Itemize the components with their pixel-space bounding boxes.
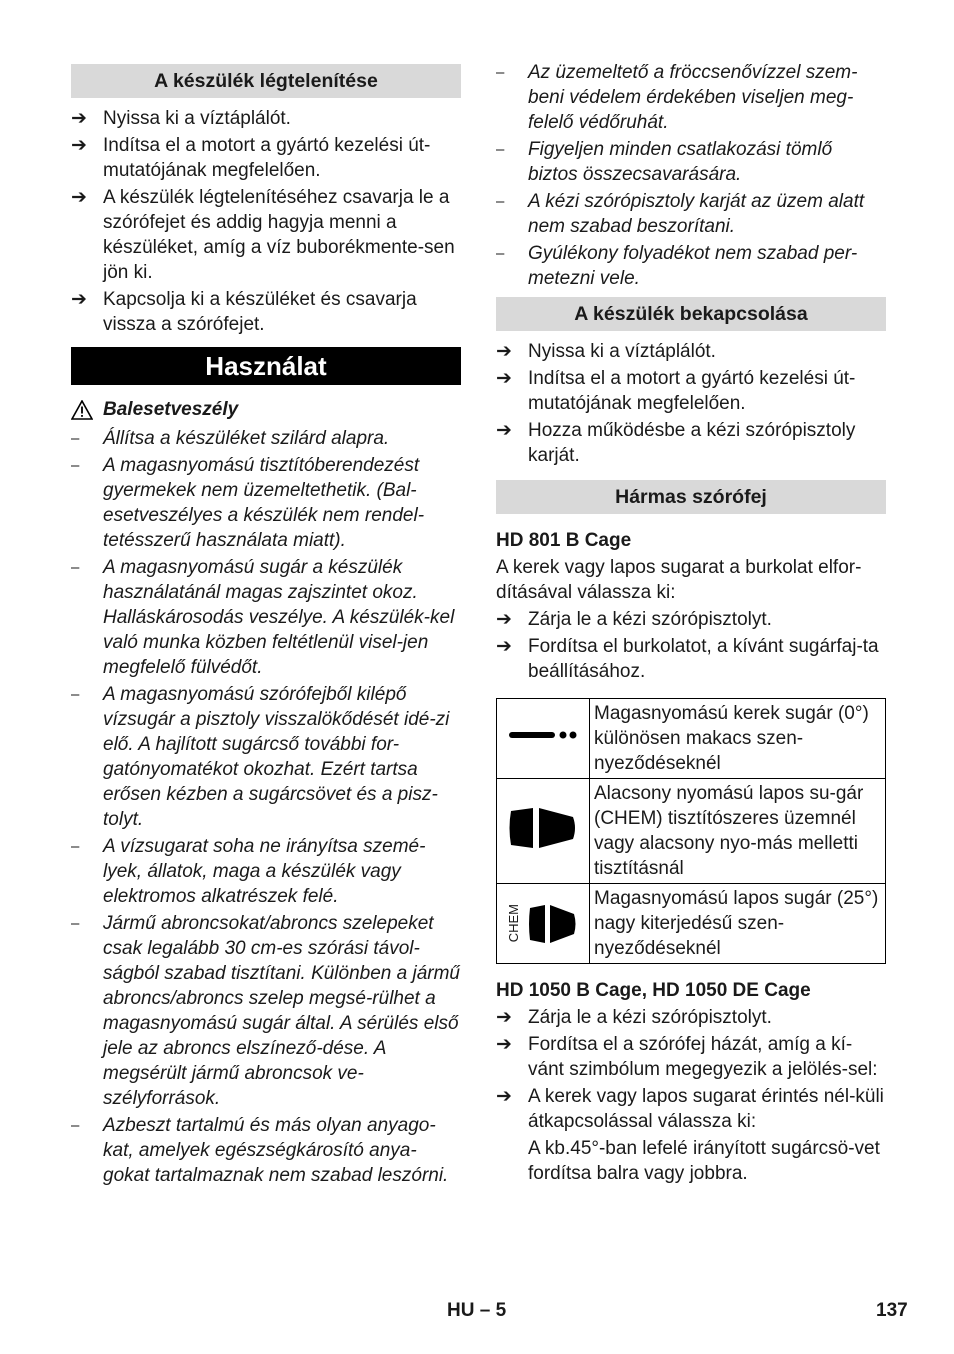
list-item: – A magasnyomású szórófejből kilépő vízsugár a pisztoly visszalökődését idé-zi elő. A hajlított sugárcső további for-gatónyomatékot okozhat. Ezért tartsa erősen kézben a sugárcsövet és a pisz-tolyt. (71, 682, 461, 832)
model2-note: A kb.45°-ban lefelé irányított sugárcsö-vet fordítsa balra vagy jobbra. (528, 1138, 880, 1184)
symbol-cell (497, 884, 590, 964)
step-text: Nyissa ki a víztáplálót. (528, 341, 716, 362)
list-item: – Figyeljen minden csatlakozási tömlő biztos összecsavarására. (496, 137, 886, 187)
step (71, 106, 461, 131)
symbol-cell (497, 699, 590, 779)
arrow-right-icon: ➔ (496, 1034, 512, 1055)
page-number: 137 (876, 1300, 908, 1321)
list-item-text: Az üzemeltető a fröccsenővízzel szem-beni védelem érdekében viseljen meg-felelő védőruhát. (528, 62, 858, 133)
warning-title: Balesetveszély (103, 399, 239, 420)
step (496, 418, 886, 468)
list-item-text: A kézi szórópisztoly karját az üzem alatt nem szabad beszorítani. (528, 191, 865, 237)
step-text: A kerek vagy lapos sugarat érintés nél-küli átkapcsolással válassza ki: (528, 1086, 884, 1132)
deair-steps (71, 106, 461, 337)
round-jet-icon (505, 725, 581, 745)
list-item-text: Állítsa a készüléket szilárd alapra. (103, 428, 390, 449)
step (496, 366, 886, 416)
arrow-right-icon: ➔ (71, 108, 87, 129)
start-heading: A készülék bekapcsolása (496, 297, 886, 331)
list-item: – A magasnyomású tisztítóberendezést gyermekek nem üzemeltethetik. (Bal-esetveszélyes a készülék nem rendel-tetésszerű használata miatt). (71, 453, 461, 553)
list-item-text: Jármű abroncsokat/abroncs szelepeket csak legalább 30 cm-es szórási távol-ságból szabad tisztítani. Különben a jármű abroncs/abroncs szelep megsé-rülhet a magasnyomású sugár által. A sérülés első jele az abroncs elszínező-dése. A megsérült jármű abroncsok ve-szélyforrások. (103, 913, 460, 1109)
step-text: Kapcsolja ki a készüléket és csavarja vissza a szórófejet. (103, 289, 417, 335)
deair-heading: A készülék légtelenítése (71, 64, 461, 98)
description-cell: Alacsony nyomású lapos su-gár (CHEM) tisztítószeres üzemnél vagy alacsony nyo-más melletti tisztításnál (590, 779, 886, 884)
list-item-text: A magasnyomású tisztítóberendezést gyermekek nem üzemeltethetik. (Bal-esetveszélyes a készülék nem rendel-tetésszerű használata miatt). (103, 455, 425, 551)
warning-list (71, 426, 461, 1188)
step (71, 133, 461, 183)
model1-heading: HD 801 B Cage (496, 530, 632, 551)
step-text: Indítsa el a motort a gyártó kezelési út-mutatójának megfelelően. (528, 368, 856, 414)
nozzle-table (496, 698, 886, 964)
use-heading: Használat (71, 347, 461, 385)
step-text: A készülék légtelenítéséhez csavarja le a szórófejet és addig hagyja menni a készüléket, amíg a víz buborékmente-sen jön ki. (103, 187, 455, 283)
warning-heading (71, 397, 461, 422)
list-item-text: A magasnyomású sugár a készülék használatánál magas zajszintet okoz. Halláskárosodás veszélye. A készülék-kel való munka közben feltétlenül visel-jen megfelelő fülvédőt. (103, 557, 455, 678)
step (71, 287, 461, 337)
step-text: Zárja le a kézi szórópisztolyt. (528, 1007, 772, 1028)
low-pressure-flat-jet-icon (505, 805, 581, 851)
arrow-right-icon: ➔ (71, 289, 87, 310)
left-column (71, 58, 461, 1190)
arrow-right-icon: ➔ (71, 187, 87, 208)
chem-flat-jet-icon (527, 902, 579, 946)
model1-intro: A kerek vagy lapos sugarat a burkolat elfor-dításával válassza ki: (496, 557, 862, 603)
arrow-right-icon: ➔ (496, 1007, 512, 1028)
step-text: Nyissa ki a víztáplálót. (103, 108, 291, 129)
symbol-cell (497, 779, 590, 884)
table-row (497, 699, 886, 779)
list-item-text: Figyeljen minden csatlakozási tömlő biztos összecsavarására. (528, 139, 833, 185)
step (496, 1084, 886, 1134)
description-cell: Magasnyomású lapos sugár (25°) nagy kiterjedésű szen-nyeződéseknél (590, 884, 886, 964)
list-item: – Az üzemeltető a fröccsenővízzel szem-beni védelem érdekében viseljen meg-felelő védőruhát. (496, 60, 886, 135)
table-row (497, 884, 886, 964)
step (496, 1032, 886, 1082)
list-item: – A kézi szórópisztoly karját az üzem alatt nem szabad beszorítani. (496, 189, 886, 239)
list-item: – Állítsa a készüléket szilárd alapra. (71, 426, 461, 451)
list-item: – Azbeszt tartalmú és más olyan anyago-kat, amelyek egészségkárosító anya-gokat tartalmaznak nem szabad leszórni. (71, 1113, 461, 1188)
step (71, 185, 461, 285)
step-text: Zárja le a kézi szórópisztolyt. (528, 609, 772, 630)
section-number: HU – 5 (447, 1300, 507, 1321)
step (496, 634, 886, 684)
model2-heading: HD 1050 B Cage, HD 1050 DE Cage (496, 980, 811, 1001)
list-item: – Jármű abroncsokat/abroncs szelepeket csak legalább 30 cm-es szórási távol-ságból szabad tisztítani. Különben a jármű abroncs/abroncs szelep megsé-rülhet a magasnyomású sugár által. A sérülés első jele az abroncs elszínező-dése. A megsérült jármű abroncsok ve-szélyforrások. (71, 913, 460, 1109)
table-row (497, 779, 886, 884)
step (496, 339, 886, 364)
list-item-text: A magasnyomású szórófejből kilépő vízsugár a pisztoly visszalökődését idé-zi elő. A hajlított sugárcső további for-gatónyomatékot okozhat. Ezért tartsa erősen kézben a sugárcsövet és a pisz-tolyt. (103, 684, 450, 830)
description-cell: Magasnyomású kerek sugár (0°) különösen makacs szen-nyeződéseknél (590, 699, 886, 779)
step-text: Fordítsa el a szórófej házát, amíg a kí-vánt szimbólum megegyezik a jelölés-sel: (528, 1034, 878, 1080)
list-item: – A magasnyomású sugár a készülék használatánál magas zajszintet okoz. Halláskárosodás veszélye. A készülék-kel való munka közben feltétlenül visel-jen megfelelő fülvédőt. (71, 555, 461, 680)
list-item: – Gyúlékony folyadékot nem szabad per-metezni vele. (496, 241, 886, 291)
chem-label: CHEM (506, 904, 521, 943)
step-text: Fordítsa el burkolatot, a kívánt sugárfaj-ta beállításához. (528, 636, 879, 682)
step (496, 607, 886, 632)
triple-nozzle-heading: Hármas szórófej (496, 480, 886, 514)
step (496, 1005, 886, 1030)
warning-triangle-icon (71, 400, 93, 420)
start-steps (496, 339, 886, 468)
list-item-text: A vízsugarat soha ne irányítsa szemé-lyek, állatok, maga a készülék vagy elektromos alkatrészek felé. (103, 836, 426, 907)
warning-list-continued (496, 60, 886, 291)
step-text: Hozza működésbe a kézi szórópisztoly karját. (528, 420, 856, 466)
list-item-text: Azbeszt tartalmú és más olyan anyago-kat, amelyek egészségkárosító anya-gokat tartalmaznak nem szabad leszórni. (103, 1115, 449, 1186)
arrow-right-icon: ➔ (496, 636, 512, 657)
arrow-right-icon: ➔ (71, 135, 87, 156)
list-item: – A vízsugarat soha ne irányítsa szemé-lyek, állatok, maga a készülék vagy elektromos alkatrészek felé. (71, 834, 461, 909)
arrow-right-icon: ➔ (496, 420, 512, 441)
right-column (496, 58, 886, 1188)
arrow-right-icon: ➔ (496, 609, 512, 630)
arrow-right-icon: ➔ (496, 341, 512, 362)
arrow-right-icon: ➔ (496, 368, 512, 389)
list-item-text: Gyúlékony folyadékot nem szabad per-metezni vele. (528, 243, 858, 289)
arrow-right-icon: ➔ (496, 1086, 512, 1107)
step-text: Indítsa el a motort a gyártó kezelési út-mutatójának megfelelően. (103, 135, 431, 181)
